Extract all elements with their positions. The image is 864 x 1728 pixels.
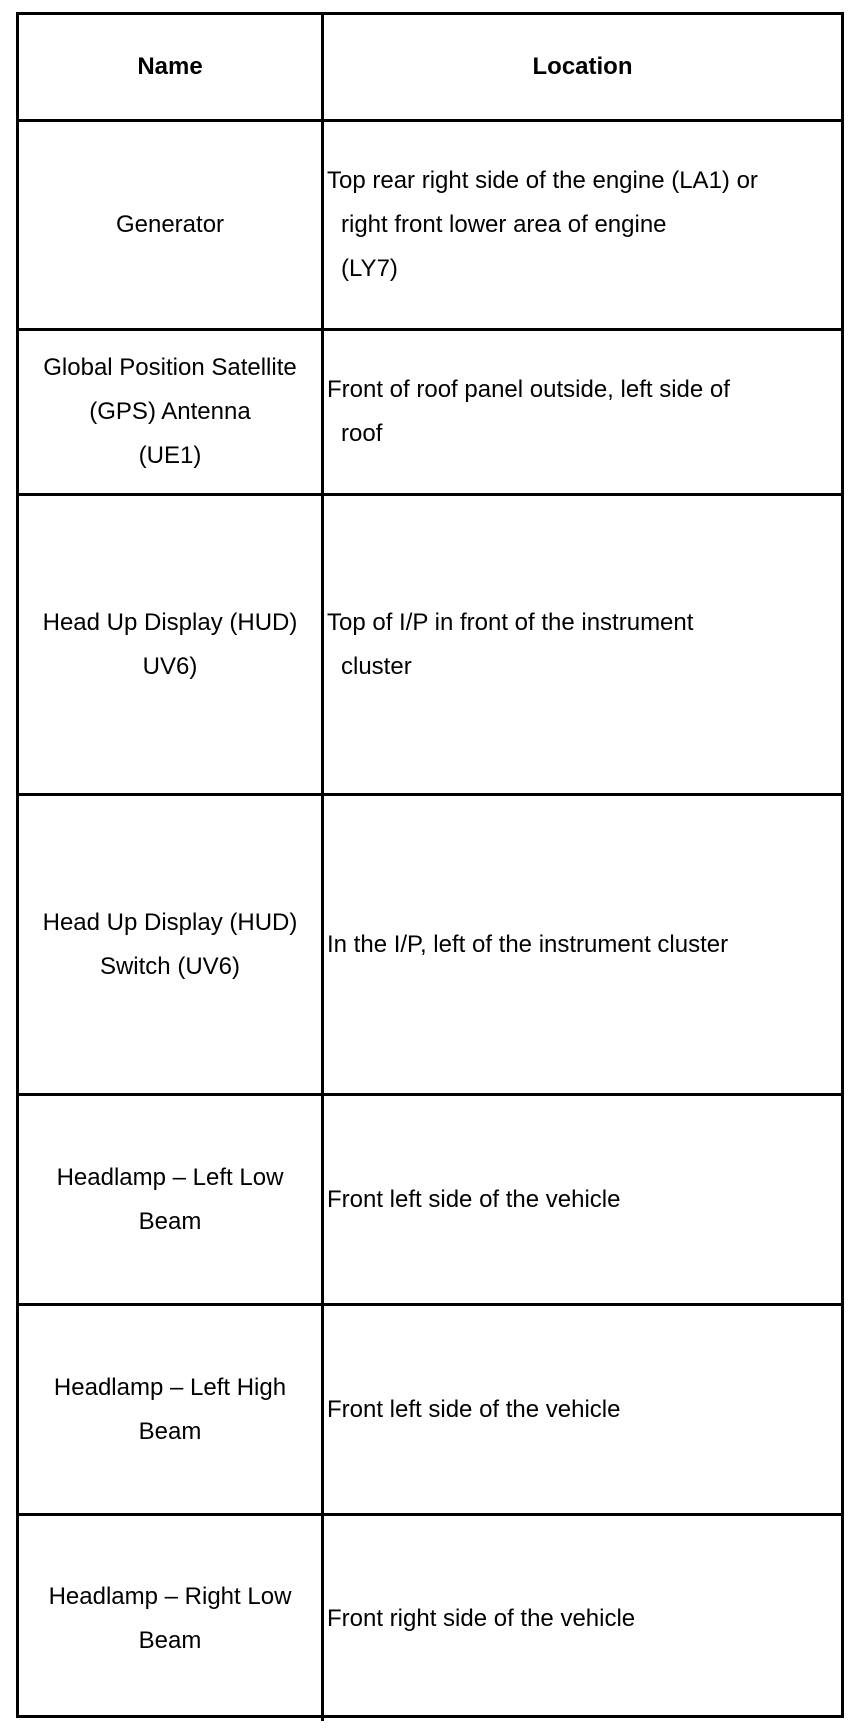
table-row-name xyxy=(19,1306,324,1516)
table-row-name xyxy=(19,1516,324,1721)
name-text: Head Up Display (HUD) xyxy=(42,908,298,936)
name-text: Global Position Satellite xyxy=(43,354,297,381)
name-text: Headlamp – Left High xyxy=(53,1373,287,1401)
table-row-location xyxy=(324,331,841,496)
name-text: Switch (UV6) xyxy=(99,952,240,980)
location-text: Front right side of the vehicle xyxy=(327,1604,636,1632)
table-row-name xyxy=(19,122,324,331)
name-text: UV6) xyxy=(142,652,198,680)
table-row-name xyxy=(19,1096,324,1306)
location-text: Top of I/P in front of the instrument xyxy=(327,608,694,636)
location-text: Front left side of the vehicle xyxy=(327,1185,621,1213)
table-row-location xyxy=(324,1096,841,1306)
location-text: roof xyxy=(341,420,383,447)
table-row-location xyxy=(324,1516,841,1721)
name-text: Headlamp – Right Low xyxy=(48,1582,292,1610)
table-row-name xyxy=(19,796,324,1096)
header-name: Name xyxy=(19,15,324,122)
table-row-name xyxy=(19,496,324,796)
table-row-location xyxy=(324,796,841,1096)
table-row-location xyxy=(324,1306,841,1516)
name-text: Generator xyxy=(115,211,225,238)
location-text: (LY7) xyxy=(341,255,398,282)
location-text: Top rear right side of the engine (LA1) or xyxy=(327,167,758,194)
component-location-table xyxy=(16,12,844,1718)
location-text: In the I/P, left of the instrument cluster xyxy=(327,930,729,958)
location-text: cluster xyxy=(341,652,412,680)
location-text: Front of roof panel outside, left side of xyxy=(327,376,730,403)
name-text: Beam xyxy=(138,1207,202,1235)
location-text: Front left side of the vehicle xyxy=(327,1395,621,1423)
name-text: Head Up Display (HUD) xyxy=(42,608,298,636)
table-row-location xyxy=(324,496,841,796)
header-location: Location xyxy=(324,15,841,122)
name-text: Beam xyxy=(138,1626,202,1654)
table-row-name xyxy=(19,331,324,496)
name-text: (GPS) Antenna xyxy=(89,398,251,425)
name-text: Beam xyxy=(138,1417,202,1445)
name-text: Headlamp – Left Low xyxy=(56,1163,284,1191)
name-text: (UE1) xyxy=(138,442,202,469)
table-row-location xyxy=(324,122,841,331)
location-text: right front lower area of engine xyxy=(341,211,667,238)
